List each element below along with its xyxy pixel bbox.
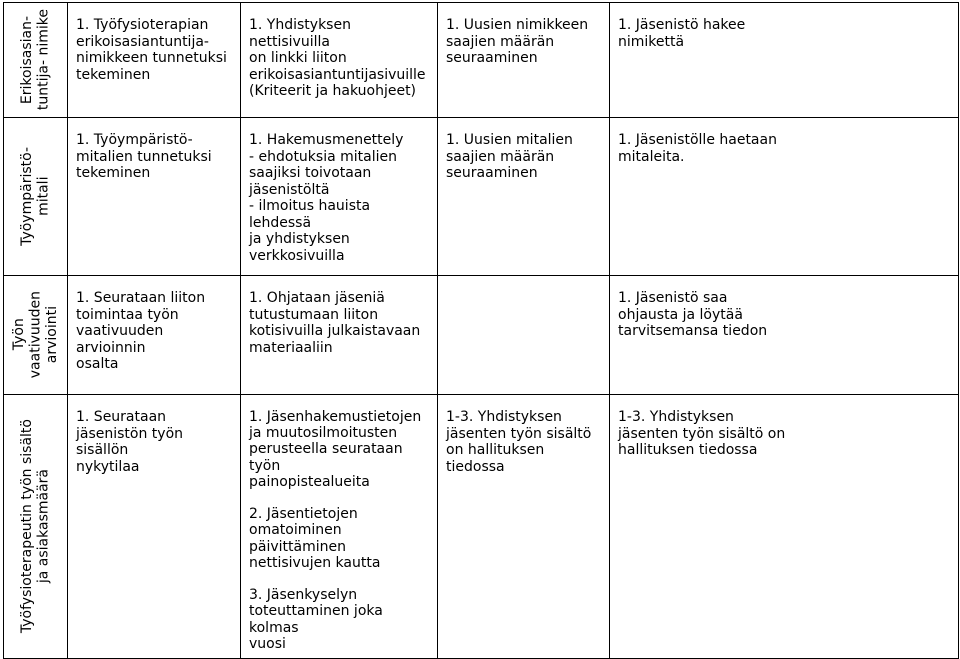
table-cell <box>68 395 241 659</box>
table-cell <box>438 3 610 118</box>
table-cell <box>241 118 438 276</box>
table-cell <box>68 276 241 395</box>
table-cell <box>438 276 610 395</box>
table-row <box>4 395 959 659</box>
cell-text: 1. Jäsenistö hakee nimikettä <box>618 17 746 50</box>
row-label-cell <box>4 395 68 659</box>
table-cell <box>610 3 959 118</box>
cell-text: 1. Seurataan liiton toimintaa työn vaativuuden arvioinnin osalta <box>76 290 206 372</box>
cell-text: 1. Jäsenistölle haetaan mitaleita. <box>618 132 777 165</box>
cell-text: 1. Työfysioterapian erikoisasiantuntija- nimikkeen tunnetuksi tekeminen <box>76 17 227 83</box>
table-cell <box>241 276 438 395</box>
row-label-cell <box>4 118 68 276</box>
row-label-cell <box>4 276 68 395</box>
table-cell <box>610 118 959 276</box>
cell-text: 1. Hakemusmenettely - ehdotuksia mitalien saajiksi toivotaan jäsenistöltä - ilmoitus hauista lehdessä ja yhdistyksen verkkosivuilla <box>249 132 404 264</box>
plan-table <box>3 2 959 659</box>
table-cell <box>241 395 438 659</box>
row-label: Työn vaativuuden arviointi <box>10 291 60 379</box>
table-cell <box>610 276 959 395</box>
table-cell <box>68 118 241 276</box>
cell-text: 1. Uusien mitalien saajien määrän seuraaminen <box>446 132 573 181</box>
cell-text: 1. Ohjataan jäseniä tutustumaan liiton kotisivuilla julkaistavaan materiaaliin <box>249 290 421 356</box>
table-row <box>4 118 959 276</box>
table-cell <box>438 395 610 659</box>
row-label: Työympäristö- mitali <box>19 147 52 246</box>
table-cell <box>241 3 438 118</box>
table-row <box>4 3 959 118</box>
cell-text: 1. Jäsenhakemustietojen ja muutosilmoitusten perusteella seurataan työn painopistealueita 2. Jäsentietojen omatoiminen päivittäminen nettisivujen kautta 3. Jäsenkyselyn toteuttaminen joka kolmas vuosi <box>249 409 422 652</box>
cell-text: 1. Työympäristö- mitalien tunnetuksi tekeminen <box>76 132 212 181</box>
cell-text: 1. Seurataan jäsenistön työn sisällön nykytilaa <box>76 409 184 475</box>
cell-text: 1. Yhdistyksen nettisivuilla on linkki liiton erikoisasiantuntijasivuille (Kriteerit ja hakuohjeet) <box>249 17 426 99</box>
row-label: Erikoisasian- tuntija- nimike <box>19 9 52 111</box>
cell-text: 1. Jäsenistö saa ohjausta ja löytää tarvitsemansa tiedon <box>618 290 768 339</box>
row-label: Työfysioterapeutin työn sisältö ja asiakasmäärä <box>19 419 52 634</box>
cell-text: 1-3. Yhdistyksen jäsenten työn sisältö on hallituksen tiedossa <box>446 409 592 475</box>
row-label-cell <box>4 3 68 118</box>
table-row <box>4 276 959 395</box>
table-cell <box>68 3 241 118</box>
cell-text: 1-3. Yhdistyksen jäsenten työn sisältö on hallituksen tiedossa <box>618 409 786 458</box>
table-cell <box>610 395 959 659</box>
table-cell <box>438 118 610 276</box>
cell-text: 1. Uusien nimikkeen saajien määrän seuraaminen <box>446 17 589 66</box>
